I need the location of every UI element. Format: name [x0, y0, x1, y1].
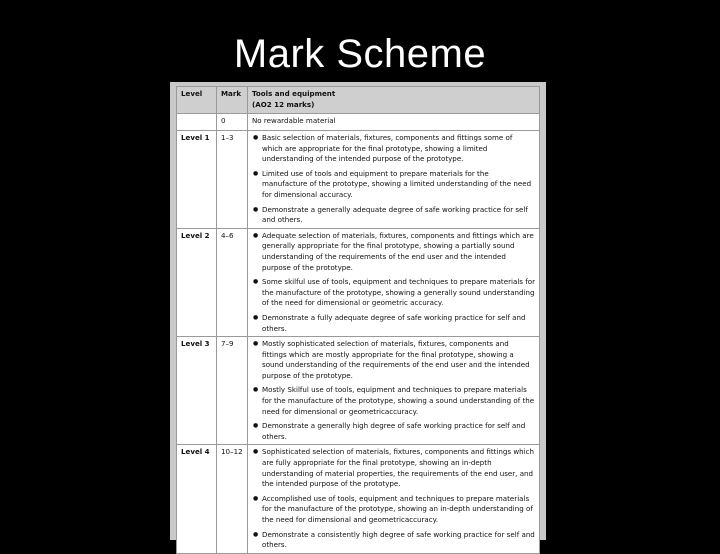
bullet-dot-icon: ● [253, 386, 259, 394]
mark-range-cell: 4–6 [217, 228, 248, 336]
criteria-text: Demonstrate a generally adequate degree of safe working practice for self and others. [262, 204, 528, 225]
criteria-cell [248, 228, 540, 336]
mark-scheme-sheet [170, 82, 546, 550]
level-cell: Level 1 [177, 131, 217, 229]
table-row-level-1 [177, 131, 540, 229]
header-criteria-marks: (AO2 12 marks) [252, 99, 315, 109]
criteria-list [252, 447, 535, 550]
zero-level-cell [177, 114, 217, 131]
bullet-dot-icon: ● [253, 231, 259, 239]
criteria-item [252, 277, 535, 309]
level-cell: Level 2 [177, 228, 217, 336]
header-criteria [248, 87, 540, 114]
criteria-text: Sophisticated selection of materials, fixtures, components and fittings which are fully appropriate for the final prototype, showing an in-depth understanding of material properties, the requirements of the end user, and the intended purpose of the prototype. [262, 447, 535, 489]
criteria-item [252, 339, 535, 381]
criteria-cell [248, 445, 540, 553]
criteria-text: Basic selection of materials, fixtures, components and fittings some of which are appropriate for the final prototype, showing a limited understanding of the intended purpose of the prototype. [262, 133, 513, 164]
bullet-dot-icon: ● [253, 169, 259, 177]
bullet-dot-icon: ● [253, 448, 259, 456]
criteria-list [252, 339, 535, 442]
criteria-text: Demonstrate a generally high degree of safe working practice for self and others. [262, 421, 526, 441]
bullet-dot-icon: ● [253, 340, 259, 348]
mark-scheme-table [176, 86, 540, 554]
level-cell: Level 3 [177, 337, 217, 445]
criteria-item [252, 169, 535, 201]
criteria-item [252, 205, 535, 226]
criteria-list [252, 133, 535, 226]
bullet-dot-icon: ● [253, 134, 259, 141]
criteria-item [252, 421, 535, 442]
criteria-list [252, 231, 535, 334]
criteria-text: Mostly sophisticated selection of materials, fixtures, components and fittings which are mostly appropriate for the final prototype, showing a sound understanding of the requirements of the end user and the intended purpose of the prototype. [262, 339, 530, 380]
bullet-dot-icon: ● [253, 494, 259, 502]
header-level: Level [177, 87, 217, 114]
criteria-text: Accomplished use of tools, equipment and techniques to prepare materials for the manufacture of the prototype, showing an in-depth understanding of the need for dimensional and geometricaccuracy. [262, 493, 533, 524]
zero-mark-cell: 0 [217, 114, 248, 131]
slide-title: Mark Scheme [233, 32, 487, 76]
mark-range-cell: 1–3 [217, 131, 248, 229]
header-criteria-title: Tools and equipment [252, 89, 336, 98]
bullet-dot-icon: ● [253, 530, 259, 538]
criteria-text: Demonstrate a consistently high degree of safe working practice for self and others. [262, 529, 535, 550]
bullet-dot-icon: ● [253, 278, 259, 286]
mark-range-cell: 7–9 [217, 337, 248, 445]
table-row-level-4 [177, 445, 540, 553]
table-row-level-2 [177, 228, 540, 336]
criteria-item [252, 530, 535, 551]
criteria-text: Demonstrate a fully adequate degree of safe working practice for self and others. [262, 312, 526, 333]
criteria-item [252, 385, 535, 417]
header-mark: Mark [217, 87, 248, 114]
criteria-item [252, 133, 535, 165]
criteria-item [252, 447, 535, 489]
table-row-zero [177, 114, 540, 131]
criteria-item [252, 231, 535, 273]
criteria-cell [248, 337, 540, 445]
mark-range-cell: 10–12 [217, 445, 248, 553]
criteria-item [252, 494, 535, 526]
bullet-dot-icon: ● [253, 422, 259, 430]
table-row-level-3 [177, 337, 540, 445]
criteria-text: Mostly Skilful use of tools, equipment and techniques to prepare materials for the manufacture of the prototype, showing a sound understanding of the need for dimensional or geometricaccuracy. [262, 385, 535, 416]
criteria-text: Adequate selection of materials, fixtures, components and fittings which are generally appropriate for the final prototype, showing a partially sound understanding of the requirements of the end user and the intended purpose of the prototype. [262, 230, 534, 272]
criteria-item [252, 313, 535, 334]
header-row [177, 87, 540, 114]
level-cell: Level 4 [177, 445, 217, 553]
bullet-dot-icon: ● [253, 205, 259, 213]
criteria-cell [248, 131, 540, 229]
bullet-dot-icon: ● [253, 313, 259, 321]
criteria-text: Some skilful use of tools, equipment and techniques to prepare materials for the manufacture of the prototype, showing a generally sound understanding of the need for dimensional or geometric accuracy. [262, 277, 535, 308]
criteria-text: Limited use of tools and equipment to prepare materials for the manufacture of the prototype, showing a limited understanding of the need for dimensional accuracy. [262, 168, 532, 199]
zero-criteria-cell: No rewardable material [248, 114, 540, 131]
